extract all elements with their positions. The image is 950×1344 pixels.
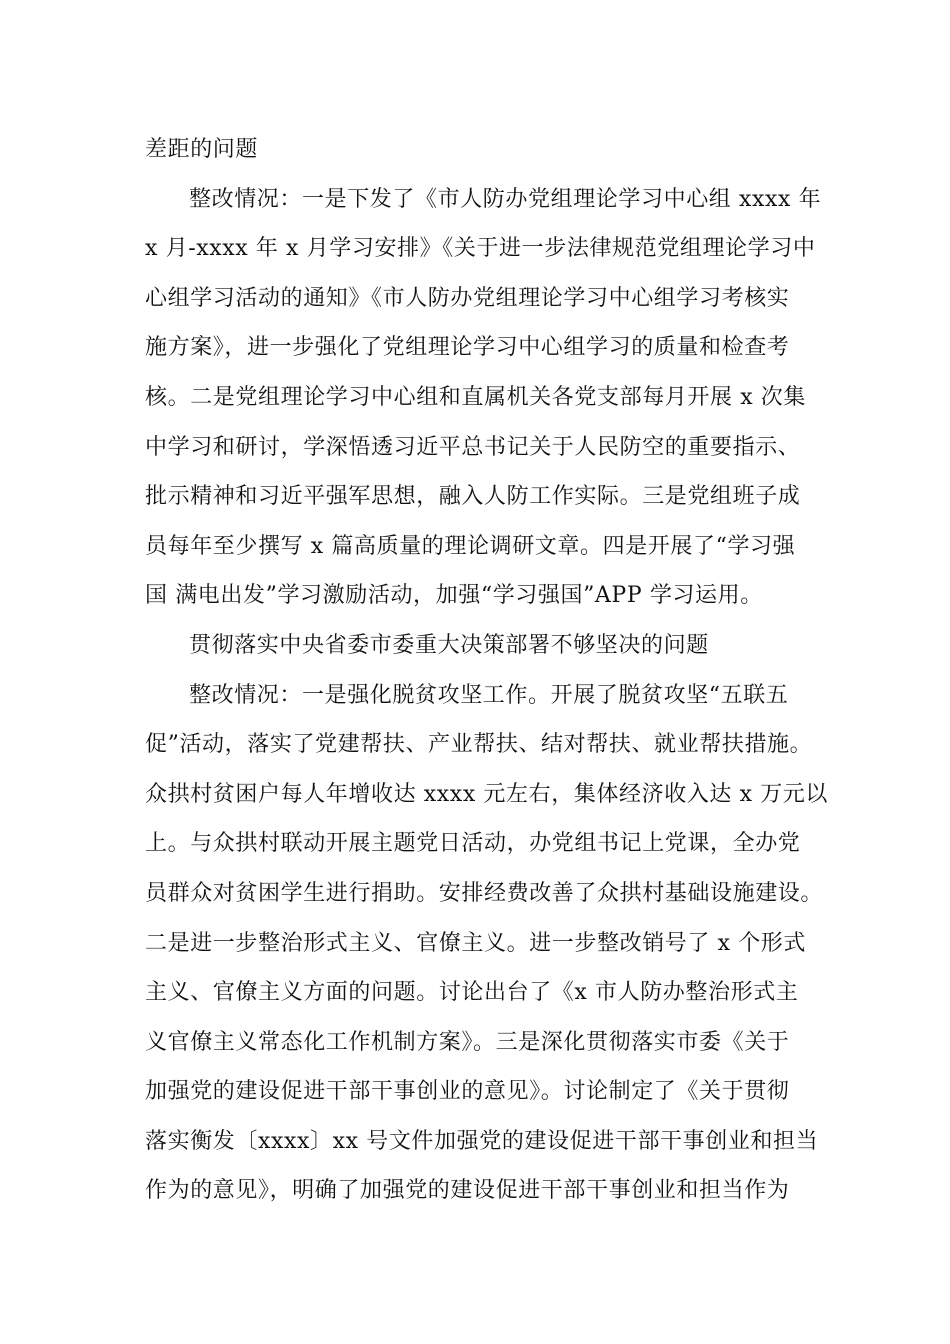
text-line: 批示精神和习近平强军思想，融入人防工作实际。三是党组班子成 — [145, 484, 801, 510]
text-line: 主义、官僚主义方面的问题。讨论出台了《x 市人防办整治形式主 — [145, 980, 799, 1006]
section-heading: 贯彻落实中央省委市委重大决策部署不够坚决的问题 — [189, 632, 709, 658]
text-line: 上。与众拱村联动开展主题党日活动，办党组书记上党课，全办党 — [145, 831, 801, 857]
text-line: 促”活动，落实了党建帮扶、产业帮扶、结对帮扶、就业帮扶措施。 — [145, 732, 813, 758]
document-body — [145, 125, 829, 1216]
text-line: 国 满电出发”学习激励活动，加强“学习强国”APP 学习运用。 — [145, 583, 763, 609]
text-line: 心组学习活动的通知》《市人防办党组理论学习中心组学习考核实 — [145, 285, 790, 311]
text-line: 员每年至少撰写 x 篇高质量的理论调研文章。四是开展了“学习强 — [145, 533, 796, 559]
text-line: 义官僚主义常态化工作机制方案》。三是深化贯彻落实市委《关于 — [145, 1029, 790, 1055]
text-line: 落实衡发〔xxxx〕xx 号文件加强党的建设促进干部干事创业和担当 — [145, 1128, 819, 1154]
text-line: 施方案》，进一步强化了党组理论学习中心组学习的质量和检查考 — [145, 335, 790, 361]
text-line: 差距的问题 — [145, 137, 259, 162]
text-line: 整改情况：一是强化脱贫攻坚工作。开展了脱贫攻坚“五联五 — [189, 682, 789, 708]
text-line: 中学习和研讨，学深悟透习近平总书记关于人民防空的重要指示、 — [145, 434, 801, 460]
text-line: x 月-xxxx 年 x 月学习安排》《关于进一步法律规范党组理论学习中 — [145, 236, 816, 262]
text-line: 整改情况：一是下发了《市人防办党组理论学习中心组 xxxx 年 — [189, 186, 822, 212]
text-line: 作为的意见》，明确了加强党的建设促进干部干事创业和担当作为 — [145, 1178, 790, 1204]
text-line: 核。二是党组理论学习中心组和直属机关各党支部每月开展 x 次集 — [145, 384, 806, 410]
text-line: 二是进一步整治形式主义、官僚主义。进一步整改销号了 x 个形式 — [145, 930, 806, 956]
text-line: 众拱村贫困户每人年增收达 xxxx 元左右，集体经济收入达 x 万元以 — [145, 781, 829, 807]
text-line: 员群众对贫困学生进行捐助。安排经费改善了众拱村基础设施建设。 — [145, 880, 824, 906]
text-line: 加强党的建设促进干部干事创业的意见》。讨论制定了《关于贯彻 — [145, 1079, 790, 1105]
